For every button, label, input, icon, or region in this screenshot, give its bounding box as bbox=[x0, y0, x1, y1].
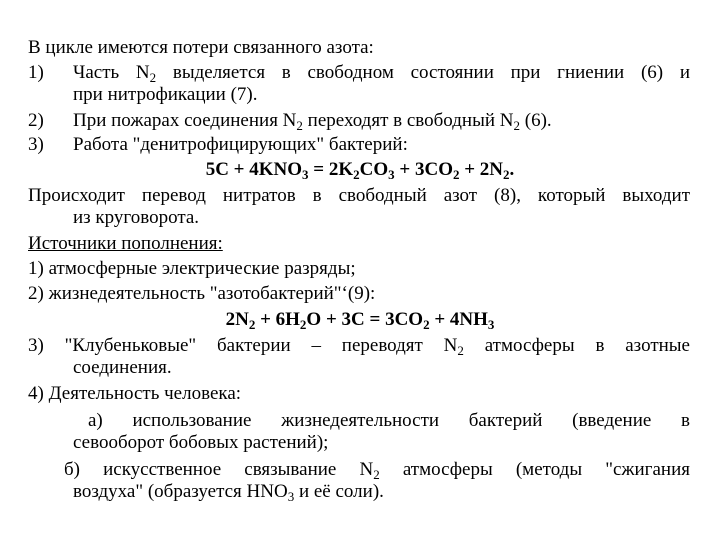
source-2: 2) жизнедеятельность "азотобактерий"‘(9): bbox=[28, 283, 376, 304]
equation-denitrification: $5C + 4KNO_3 = 2K_2CO_3 + 3CO_2 + 2N_2$. bbox=[205, 159, 515, 182]
source-3-line-1: 3) "Клубеньковые" бактерии – переводят $N_2$ атмосферы в азотные bbox=[28, 335, 690, 358]
item-3-text: Работа "денитрофицирующих" бактерий: bbox=[73, 134, 408, 155]
item-1-number: 1) bbox=[28, 62, 44, 83]
equation-nitrogen-fixation: $2N_2 + 6H_2O + 3C = 3CO_2 + 4NH_3$ bbox=[225, 309, 495, 332]
item-1-line-2: при нитрофикации (7). bbox=[73, 84, 258, 105]
item-2-text: При пожарах соединения $N_2$ переходят в свободный $N_2$ (6). bbox=[73, 110, 552, 133]
item-2-number: 2) bbox=[28, 110, 44, 131]
intro-line: В цикле имеются потери связанного азота: bbox=[28, 37, 374, 58]
sources-heading: Источники пополнения: bbox=[28, 233, 223, 254]
source-3-line-2: соединения. bbox=[73, 357, 172, 378]
paragraph-line-1: Происходит перевод нитратов в свободный азот (8), который выходит bbox=[28, 185, 690, 206]
source-4: 4) Деятельность человека: bbox=[28, 383, 242, 404]
source-4b-line-1: б) искусственное связывание $N_2$ атмосферы (методы "сжигания bbox=[64, 459, 690, 482]
source-4a-line-2: севооборот бобовых растений); bbox=[73, 432, 329, 453]
source-1: 1) атмосферные электрические разряды; bbox=[28, 258, 356, 279]
source-4a-line-1: а) использование жизнедеятельности бактерий (введение в bbox=[88, 410, 690, 431]
item-1-line-1: Часть $N_2$ выделяется в свободном состоянии при гниении (6) и bbox=[73, 62, 691, 85]
item-3-number: 3) bbox=[28, 134, 44, 155]
paragraph-line-2: из круговорота. bbox=[73, 207, 200, 228]
source-4b-line-2: воздуха" (образуется $HNO_3$ и её соли). bbox=[73, 481, 384, 504]
